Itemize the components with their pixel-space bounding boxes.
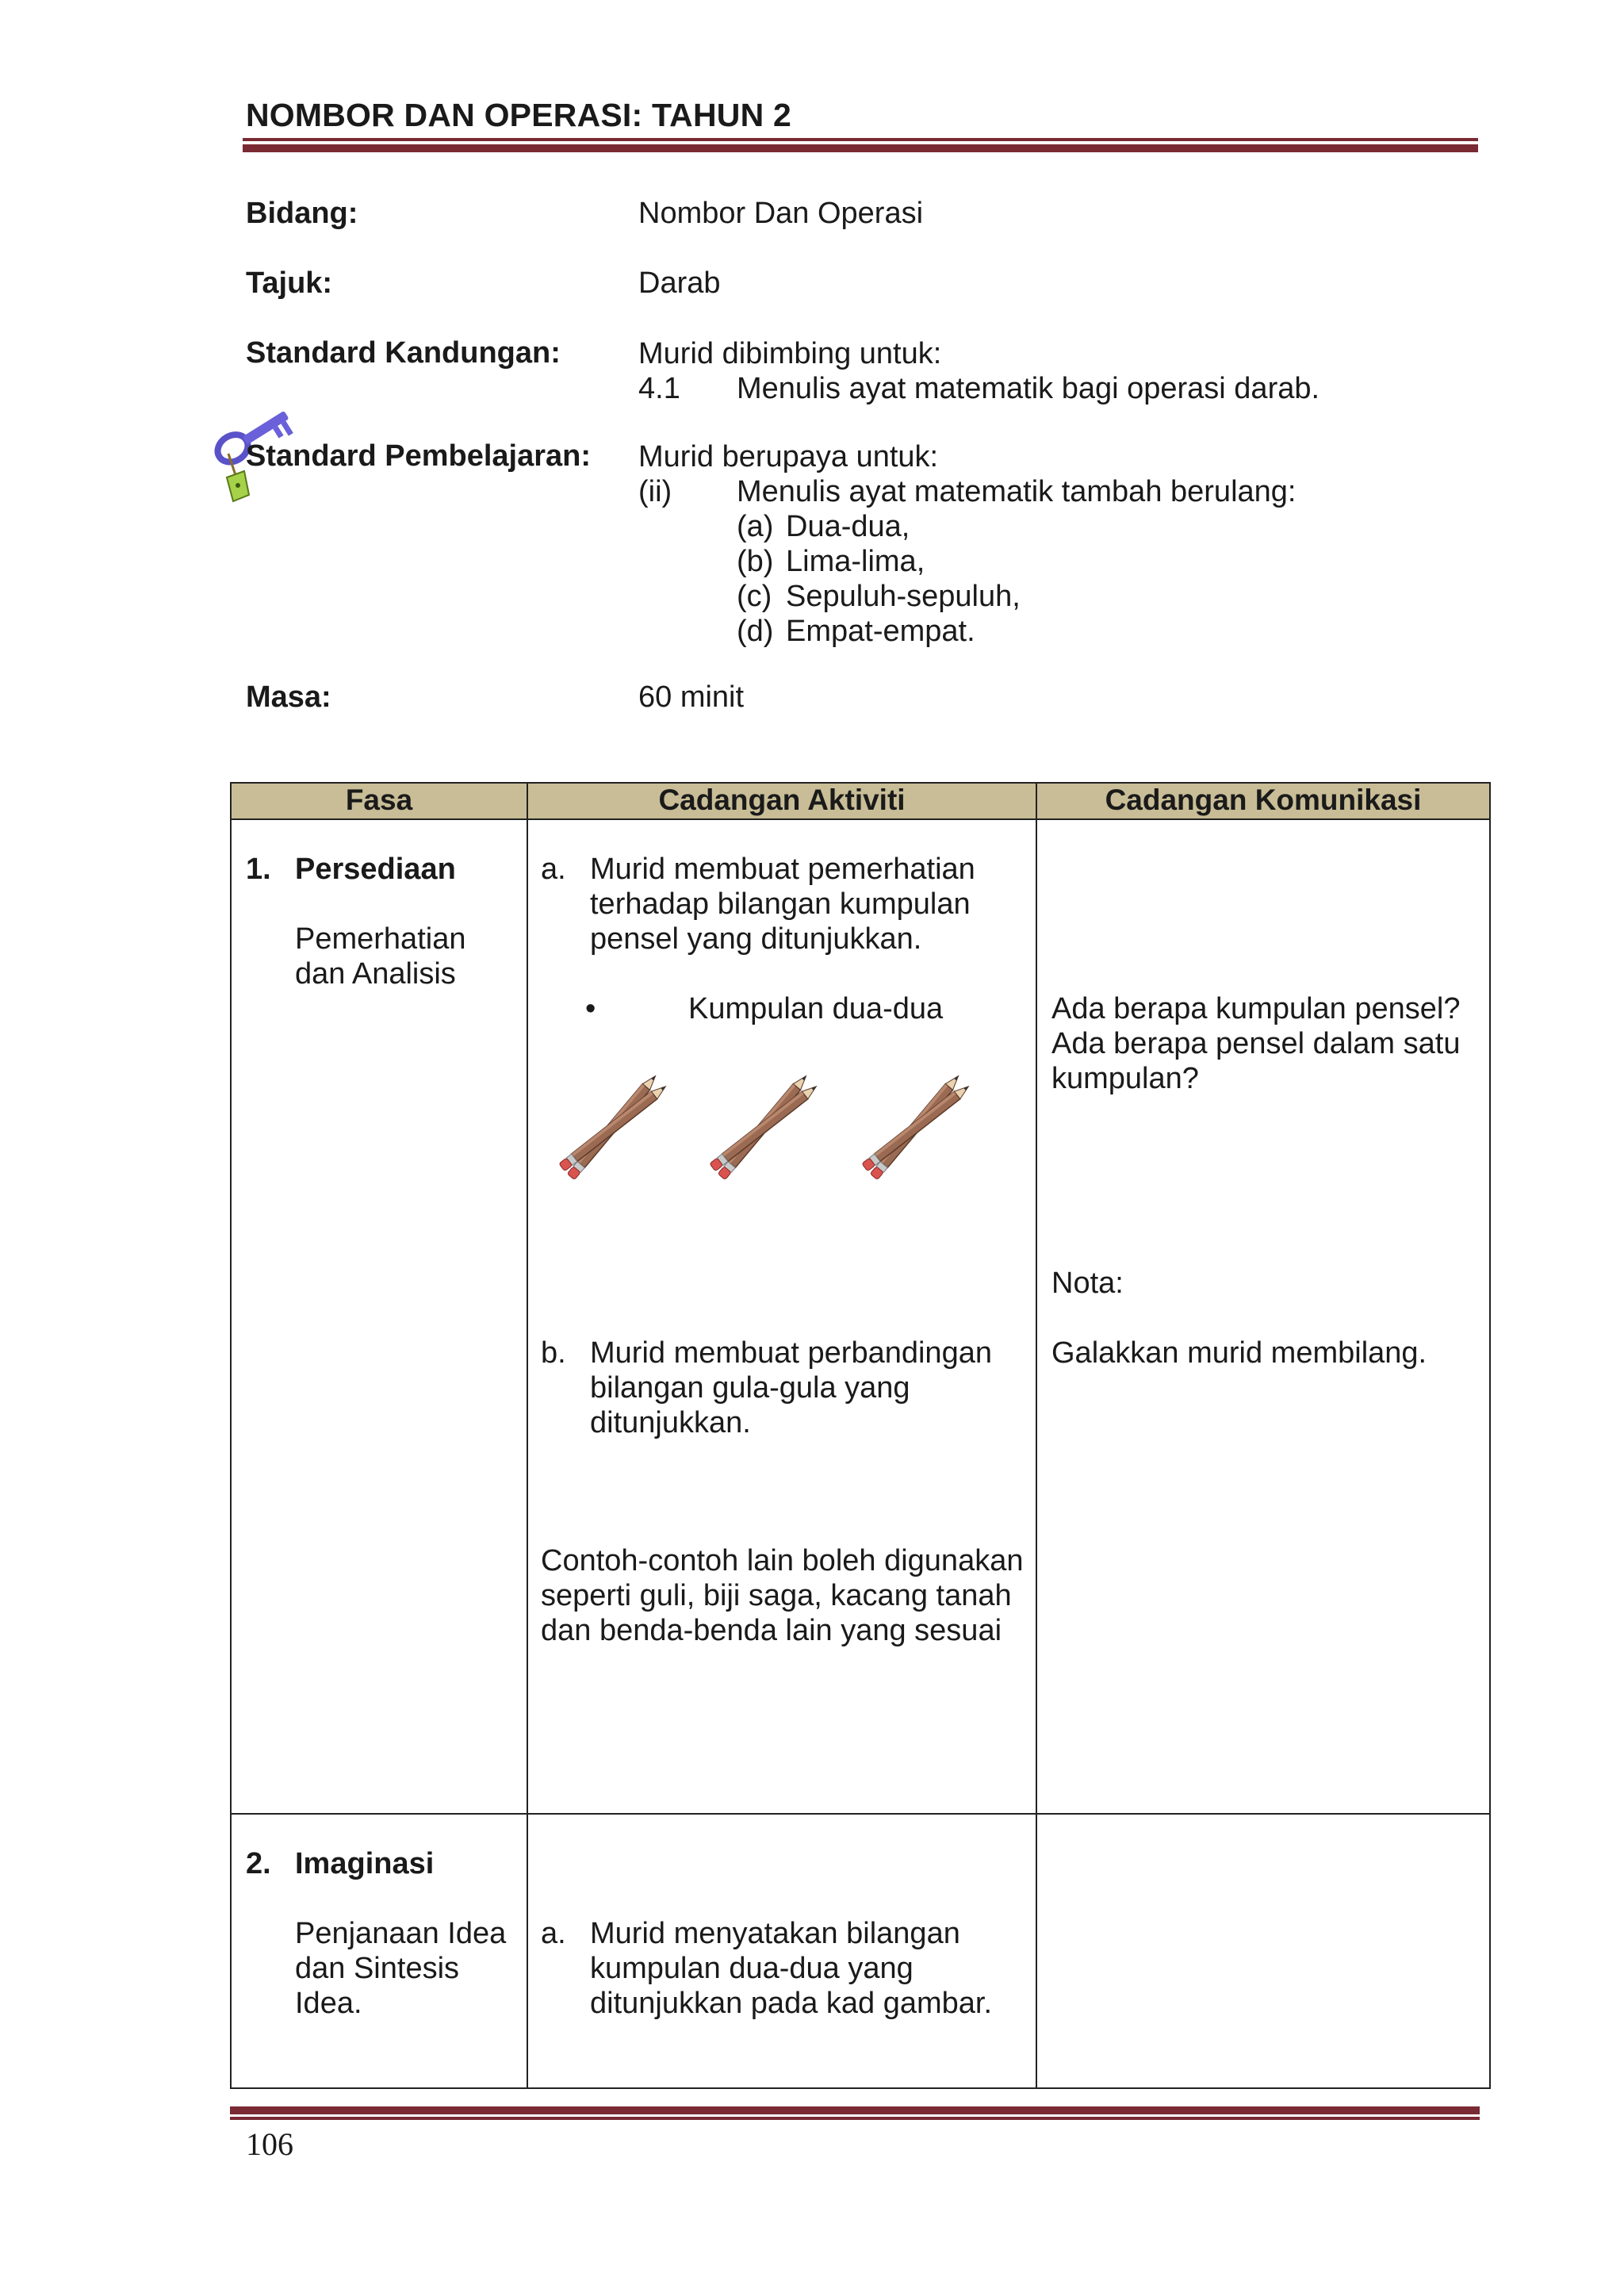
sp-subitem: (b) Lima-lima, (737, 545, 925, 578)
sk-intro: Murid dibimbing untuk: (638, 337, 942, 370)
activity-marker: a. (541, 853, 566, 886)
fasa-cell (231, 819, 527, 1814)
page-number: 106 (246, 2126, 293, 2162)
sp-number: (ii) (638, 475, 672, 508)
standard-kandungan-label: Standard Kandungan: (246, 336, 561, 370)
fasa-subtitle: Penjanaan Idea (295, 1917, 507, 1950)
header-fasa: Fasa (231, 783, 527, 819)
activity-line: kumpulan dua-dua yang (590, 1952, 914, 1985)
sk-number: 4.1 (638, 372, 680, 405)
komunikasi-cell (1036, 1814, 1490, 2088)
question-line: Ada berapa kumpulan pensel? (1051, 992, 1461, 1025)
sp-subitem: (c) Sepuluh-sepuluh, (737, 580, 1021, 613)
activity-line: ditunjukkan. (590, 1406, 751, 1439)
activity-line: terhadap bilangan kumpulan (590, 887, 971, 921)
fasa-number: 2. (246, 1847, 271, 1880)
table-row (231, 1814, 1490, 2088)
komunikasi-cell (1036, 819, 1490, 1814)
header-cadangan-komunikasi: Cadangan Komunikasi (1036, 783, 1490, 819)
fasa-title: Imaginasi (295, 1847, 435, 1880)
activity-line: bilangan gula-gula yang (590, 1371, 910, 1405)
table-header-row (231, 783, 1490, 819)
bullet-icon: • (585, 992, 596, 1025)
header-cadangan-aktiviti: Cadangan Aktiviti (527, 783, 1036, 819)
pencil-pairs-image (547, 1058, 991, 1201)
masa-label: Masa: (246, 680, 331, 714)
header-rule-thick (243, 144, 1478, 152)
fasa-subtitle: dan Sintesis (295, 1952, 460, 1985)
aktiviti-cell (527, 819, 1036, 1814)
question-line: kumpulan? (1051, 1062, 1199, 1095)
fasa-title: Persediaan (295, 853, 456, 886)
page-title: NOMBOR DAN OPERASI: TAHUN 2 (246, 97, 791, 133)
header-rule-thin (243, 138, 1478, 141)
question-line: Ada berapa pensel dalam satu (1051, 1027, 1461, 1060)
activity-line: pensel yang ditunjukkan. (590, 922, 922, 956)
bullet-text: Kumpulan dua-dua (688, 992, 944, 1025)
activity-line: Murid menyatakan bilangan (590, 1917, 960, 1950)
bidang-label: Bidang: (246, 197, 358, 230)
sp-subitem: (d) Empat-empat. (737, 615, 975, 648)
tajuk-label: Tajuk: (246, 266, 333, 300)
aktiviti-cell (527, 1814, 1036, 2088)
activity-marker: b. (541, 1336, 566, 1370)
activity-line: Murid membuat perbandingan (590, 1336, 992, 1370)
lesson-table (230, 782, 1491, 2089)
activity-note-line: seperti guli, biji saga, kacang tanah (541, 1579, 1012, 1612)
activity-note-line: dan benda-benda lain yang sesuai (541, 1614, 1002, 1647)
sp-text: Menulis ayat matematik tambah berulang: (737, 475, 1297, 508)
nota-text: Galakkan murid membilang. (1051, 1336, 1427, 1370)
nota-label: Nota: (1051, 1267, 1124, 1300)
sp-subitem: (a) Dua-dua, (737, 510, 910, 543)
tajuk-value: Darab (638, 266, 721, 300)
activity-note-line: Contoh-contoh lain boleh digunakan (541, 1544, 1024, 1577)
standard-pembelajaran-block (638, 439, 1296, 649)
activity-line: ditunjukkan pada kad gambar. (590, 1987, 993, 2020)
masa-value: 60 minit (638, 680, 745, 714)
footer-rule-thick (230, 2106, 1480, 2114)
fasa-cell (231, 1814, 527, 2088)
standard-kandungan-block (638, 336, 1320, 406)
table-row (231, 819, 1490, 1814)
sp-item (638, 474, 1296, 509)
bidang-value: Nombor Dan Operasi (638, 197, 924, 230)
sp-intro: Murid berupaya untuk: (638, 440, 939, 473)
standard-pembelajaran-label: Standard Pembelajaran: (246, 439, 592, 473)
fasa-subtitle: Pemerhatian (295, 922, 466, 956)
footer-rule-thin (230, 2117, 1480, 2120)
fasa-subtitle: Idea. (295, 1987, 362, 2020)
fasa-number: 1. (246, 853, 271, 886)
sk-item (638, 371, 1320, 406)
fasa-subtitle: dan Analisis (295, 957, 456, 991)
sk-text: Menulis ayat matematik bagi operasi darab. (737, 372, 1320, 405)
activity-marker: a. (541, 1917, 566, 1950)
activity-line: Murid membuat pemerhatian (590, 853, 975, 886)
